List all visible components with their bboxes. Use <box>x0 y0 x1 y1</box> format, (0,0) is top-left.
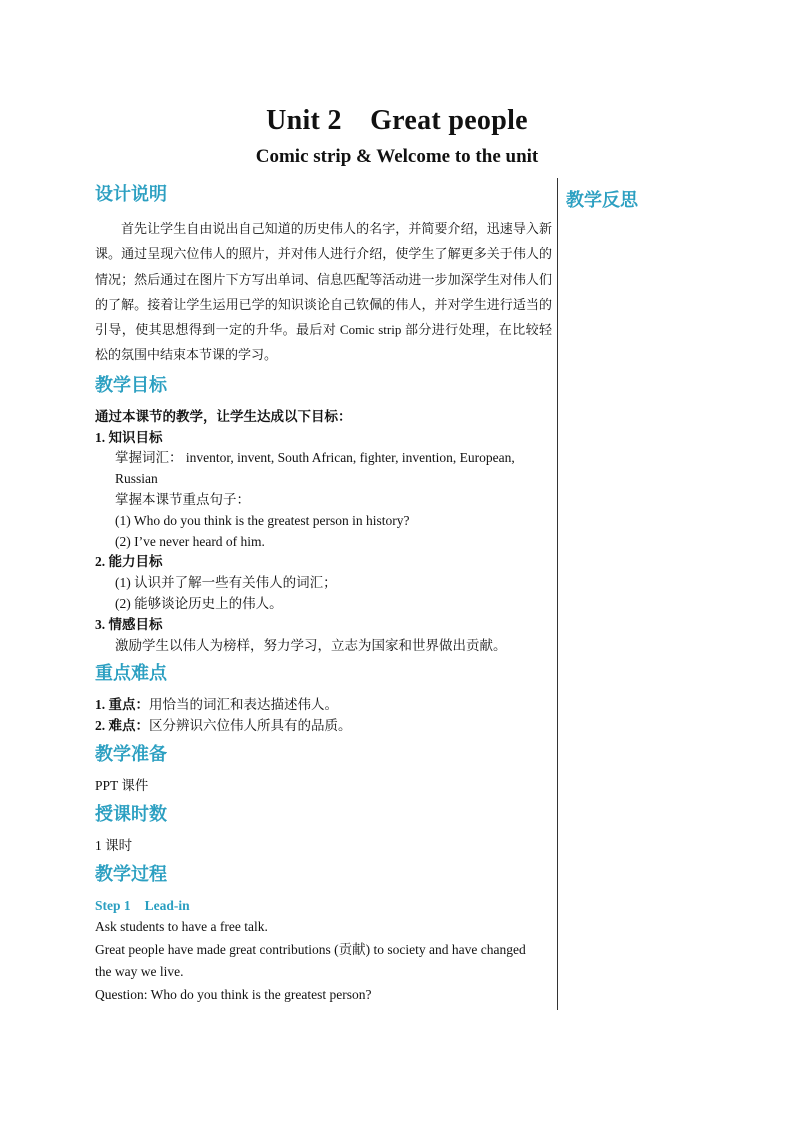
key-sentence: (1) Who do you think is the greatest person in history? <box>115 512 410 528</box>
key-point-item <box>95 695 552 716</box>
hours-heading: 授课时数 <box>95 803 167 825</box>
column-divider <box>557 178 558 1010</box>
knowledge-goal-title: 1. 知识目标 <box>95 429 163 445</box>
design-heading: 设计说明 <box>95 184 167 205</box>
process-question: Question: Who do you think is the greatest person? <box>95 986 372 1002</box>
process-heading: 教学过程 <box>95 863 167 885</box>
design-paragraph: 首先让学生自由说出自己知道的历史伟人的名字，并简要介绍，迅速导入新课。通过呈现六位伟人的照片，并对伟人进行介绍，使学生了解更多关于伟人的情况；然后通过在图片下方写出单词、信息匹配等活动进一步加深学生对伟人们的了解。接着让学生运用已学的知识谈论自己钦佩的伟人，并对学生进行适当的引导，使其思想得到一定的升华。最后对 Comic strip 部分进行处理，在比较轻松的氛围中结束本节课的学习。 <box>95 221 552 363</box>
page-title: Unit 2 Great people <box>266 105 528 136</box>
difficulty-item <box>95 716 552 737</box>
key-point-text: 用恰当的词汇和表达描述伟人。 <box>149 697 338 713</box>
sentences-label: 掌握本课节重点句子： <box>115 491 250 507</box>
key-point-label: 1. 重点： <box>95 697 149 713</box>
emotion-item: 激励学生以伟人为榜样，努力学习，立志为国家和世界做出贡献。 <box>115 637 507 653</box>
process-line: Great people have made great contributions (贡献) to society and have changed <box>95 941 526 957</box>
ability-item: (1) 认识并了解一些有关伟人的词汇； <box>115 575 337 591</box>
key-sentence: (2) I’ve never heard of him. <box>115 533 265 549</box>
preparation-text: PPT 课件 <box>95 777 149 793</box>
page-subtitle: Comic strip & Welcome to the unit <box>255 146 539 167</box>
difficulty-label: 2. 难点： <box>95 718 149 734</box>
hours-text: 1 课时 <box>95 837 133 853</box>
step-name: Lead-in <box>144 897 190 913</box>
reflection-heading: 教学反思 <box>566 190 638 211</box>
preparation-heading: 教学准备 <box>95 743 167 765</box>
step-label: Step 1 <box>95 897 131 913</box>
ability-goal-title: 2. 能力目标 <box>95 554 163 570</box>
vocab-line-cont: Russian <box>115 471 158 487</box>
process-line: the way we live. <box>95 964 184 980</box>
difficulty-text: 区分辨识六位伟人所具有的品质。 <box>149 718 352 734</box>
vocab-line: 掌握词汇： inventor, invent, South African, fighter, invention, European, <box>115 450 515 466</box>
objectives-intro: 通过本课节的教学，让学生达成以下目标： <box>95 408 352 424</box>
emotion-goal-title: 3. 情感目标 <box>95 616 163 632</box>
ability-item: (2) 能够谈论历史上的伟人。 <box>115 595 283 611</box>
main-column <box>95 183 552 1006</box>
key-points-heading: 重点难点 <box>95 663 167 685</box>
step-title <box>95 896 552 917</box>
objectives-heading: 教学目标 <box>95 374 167 396</box>
process-line: Ask students to have a free talk. <box>95 919 268 935</box>
